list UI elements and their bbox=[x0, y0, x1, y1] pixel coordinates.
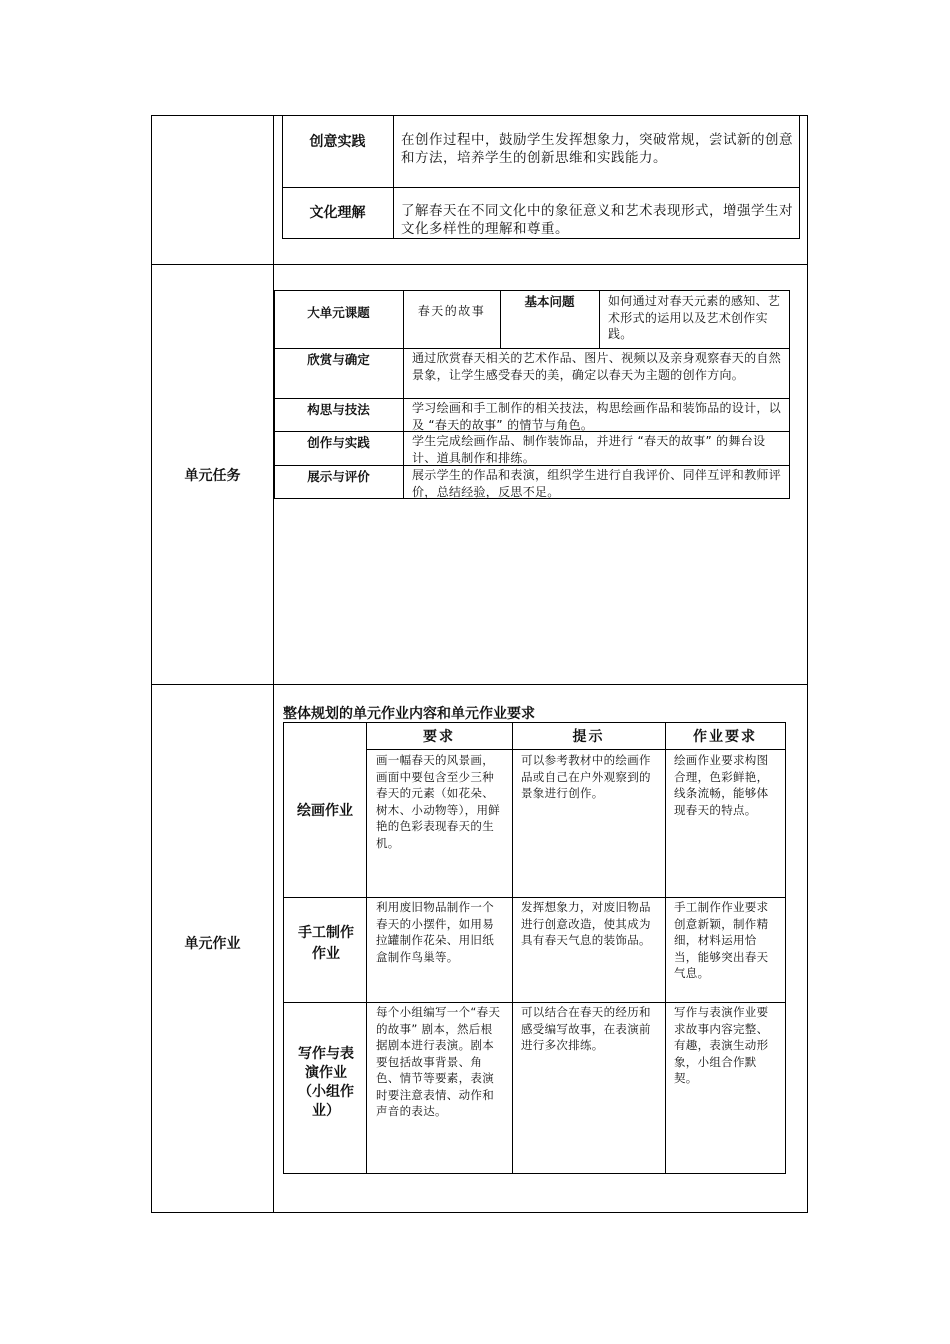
homework-painting-label: 绘画作业 bbox=[297, 803, 353, 819]
outer-divider-1 bbox=[151, 264, 808, 265]
column-header-criteria: 作业要求 bbox=[693, 729, 757, 745]
creative-practice-label: 创意实践 bbox=[309, 134, 366, 150]
outer-right-border bbox=[807, 115, 808, 1213]
basic-question-label: 基本问题 bbox=[524, 294, 575, 309]
creative-practice-text: 在创作过程中，鼓励学生发挥想象力，突破常规，尝试新的创意和方法，培养学生的创新思维和实践能力。 bbox=[401, 132, 793, 166]
step-appreciate-text: 通过欣赏春天相关的艺术作品、图片、视频以及亲身观察春天的自然景象，让学生感受春天的美，确定以春天为主题的创作方向。 bbox=[412, 351, 782, 382]
homework-writing-hint: 可以结合在春天的经历和感受编写故事，在表演前进行多次排练。 bbox=[521, 1005, 651, 1052]
homework-handcraft-label: 手工制作作业 bbox=[298, 925, 354, 962]
homework-writing-requirement: 每个小组编写一个“春天的故事” 剧本，然后根据剧本进行表演。剧本要包括故事背景、角色、情节等要素，表演时要注意表情、动作和声音的表达。 bbox=[376, 1005, 501, 1118]
homework-heading: 整体规划的单元作业内容和单元作业要求 bbox=[283, 706, 535, 722]
basic-question-value: 如何通过对春天元素的感知、艺术形式的运用以及艺术创作实践。 bbox=[608, 294, 781, 341]
step-design-label: 构思与技法 bbox=[307, 402, 370, 417]
unit-homework-section-label: 单元作业 bbox=[184, 936, 241, 952]
topic-label: 大单元课题 bbox=[307, 305, 370, 320]
step-create-label: 创作与实践 bbox=[307, 435, 370, 450]
column-header-hint: 提示 bbox=[572, 729, 605, 745]
unit-task-section-label: 单元任务 bbox=[184, 468, 241, 484]
topic-value: 春天的故事 bbox=[417, 304, 486, 318]
step-appreciate-label: 欣赏与确定 bbox=[307, 352, 370, 367]
outer-bottom-border bbox=[151, 1212, 808, 1213]
homework-painting-hint: 可以参考教材中的绘画作品或自己在户外观察到的景象进行创作。 bbox=[521, 753, 651, 800]
outer-left-border bbox=[151, 115, 152, 1213]
homework-writing-criteria: 写作与表演作业要求故事内容完整、有趣，表演生动形象，小组合作默契。 bbox=[674, 1005, 769, 1085]
step-display-label: 展示与评价 bbox=[307, 469, 370, 484]
homework-painting-requirement: 画一幅春天的风景画，画面中要包含至少三种春天的元素（如花朵、树木、小动物等），用鲜艳的色彩表现春天的生机。 bbox=[376, 753, 501, 850]
outer-top-border bbox=[151, 115, 808, 116]
homework-handcraft-hint: 发挥想象力，对废旧物品进行创意改造，使其成为具有春天气息的装饰品。 bbox=[521, 900, 651, 947]
column-header-requirement: 要求 bbox=[423, 729, 455, 745]
homework-handcraft-requirement: 利用废旧物品制作一个春天的小摆件，如用易拉罐制作花朵、用旧纸盒制作鸟巢等。 bbox=[376, 900, 494, 964]
cultural-understanding-label: 文化理解 bbox=[309, 205, 366, 221]
step-display-text: 展示学生的作品和表演，组织学生进行自我评价、同伴互评和教师评价，总结经验，反思不足。 bbox=[412, 468, 782, 499]
outer-col-divider bbox=[273, 115, 274, 1213]
cultural-understanding-text: 了解春天在不同文化中的象征意义和艺术表现形式，增强学生对文化多样性的理解和尊重。 bbox=[401, 203, 793, 237]
homework-writing-label: 写作与表演作业（小组作业） bbox=[298, 1046, 354, 1119]
homework-handcraft-criteria: 手工制作作业要求创意新颖，制作精细，材料运用恰当，能够突出春天气息。 bbox=[674, 900, 769, 980]
step-design-text: 学习绘画和手工制作的相关技法，构思绘画作品和装饰品的设计，以及 “春天的故事” 的情节与角色。 bbox=[412, 401, 782, 432]
outer-divider-2 bbox=[151, 684, 808, 685]
homework-painting-criteria: 绘画作业要求构图合理，色彩鲜艳，线条流畅，能够体现春天的特点。 bbox=[674, 753, 769, 817]
step-create-text: 学生完成绘画作品、制作装饰品，并进行 “春天的故事” 的舞台设计、道具制作和排练。 bbox=[412, 434, 766, 465]
